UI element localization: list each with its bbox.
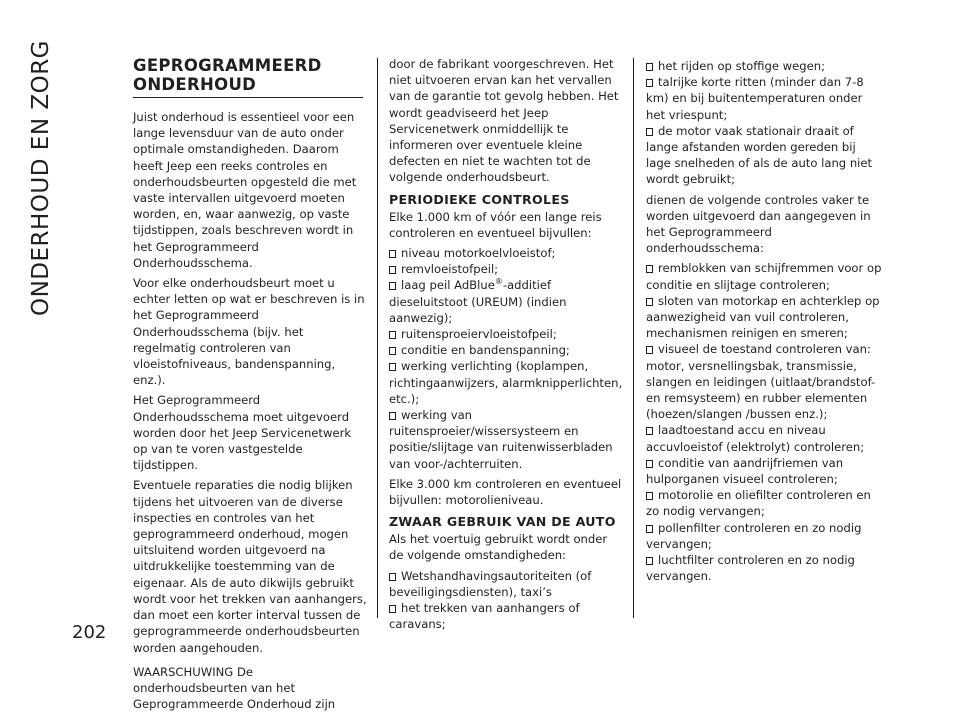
column-3 <box>646 58 882 589</box>
square-bullet-icon <box>389 250 396 258</box>
square-bullet-icon <box>646 298 653 306</box>
subsection-title: PERIODIEKE CONTROLES <box>389 191 570 207</box>
list-item: laadtoestand accu en niveau accuvloeistof (elektrolyt) controleren; <box>646 423 865 454</box>
check-list <box>389 245 625 472</box>
list-item: talrijke korte ritten (minder dan 7-8 km) en bij buitentemperaturen onder het vriespunt; <box>646 75 864 122</box>
column-divider <box>377 58 378 618</box>
square-bullet-icon <box>646 557 653 565</box>
square-bullet-icon <box>646 79 653 87</box>
list-item: pollenfilter controleren en zo nodig vervangen; <box>646 520 862 551</box>
paragraph: Als het voertuig gebruikt wordt onder de volgende omstandigheden: <box>389 532 608 563</box>
paragraph: Elke 3.000 km controleren en eventueel bijvullen: motorolieniveau. <box>389 476 622 508</box>
subsection-title: ZWAAR GEBRUIK VAN DE AUTO <box>389 514 616 530</box>
chapter-side-tab <box>14 40 68 316</box>
paragraph: Elke 1.000 km of vóór een lange reis controleren en eventueel bijvullen: <box>389 209 602 240</box>
list-item: luchtfilter controleren en zo nodig vervangen. <box>646 553 855 584</box>
section-title: GEPROGRAMMEERD ONDERHOUD <box>133 56 363 98</box>
square-bullet-icon <box>389 331 396 339</box>
paragraph: Juist onderhoud is essentieel voor een lange levensduur van de auto onder optimale omstandigheden. Daarom heeft Jeep een reeks controles en onderhoudsbeurten opgesteld die met vaste intervallen uitgevoerd moeten worden, en, waar aanwezig, op vaste tijdstippen, zoals beschreven wordt in het Geprogrammeerd Onderhoudsschema. <box>133 110 357 270</box>
square-bullet-icon <box>646 63 653 71</box>
paragraph: dienen de volgende controles vaker te worden uitgevoerd dan aangegeven in het Geprogrammeerd onderhoudsschema: <box>646 192 871 256</box>
page-number: 202 <box>72 622 107 643</box>
list-item: remvloeistofpeil; <box>389 261 625 277</box>
square-bullet-icon <box>389 347 396 355</box>
square-bullet-icon <box>389 266 396 274</box>
paragraph: Eventuele reparaties die nodig blijken tijdens het uitvoeren van de diverse inspecties en controles van het geprogrammeerd onderhoud, mogen uitsluitend worden uitgevoerd na uitdrukkelijke toestemming van de eigenaar. Als de auto dikwijls gebruikt wordt voor het trekken van aanhangers, dan moet een korter interval tussen de geprogrammeerde onderhoudsbeurten worden aangehouden. <box>133 478 367 655</box>
column-divider <box>633 58 634 618</box>
square-bullet-icon <box>646 427 653 435</box>
list-item: laag peil AdBlue®-additief dieseluitstoot (UREUM) (indien aanwezig); <box>389 277 567 325</box>
paragraph: door de fabrikant voorgeschreven. Het niet uitvoeren ervan kan het vervallen van de garantie tot gevolg hebben. Het wordt geadviseerd het Jeep Servicenetwerk onmiddellijk te informeren over eventuele kleine defecten en niet te wachten tot de volgende onderhoudsbeurt. <box>389 57 619 185</box>
list-item: sloten van motorkap en achterklep op aanwezigheid van vuil controleren, mechanismen reinigen en smeren; <box>646 293 880 341</box>
condition-list <box>389 568 625 633</box>
square-bullet-icon <box>646 346 653 354</box>
list-item: niveau motorkoelvloeistof; <box>389 245 625 261</box>
list-item: conditie van aandrijfriemen van hulporganen visueel controleren; <box>646 455 844 487</box>
column-1 <box>133 56 369 716</box>
list-item: de motor vaak stationair draait of lange afstanden worden gereden bij lage snelheden of als de auto lang niet wordt gebruikt; <box>646 123 873 187</box>
square-bullet-icon <box>389 412 396 420</box>
check-list <box>646 260 882 584</box>
list-item: het rijden op stoffige wegen; <box>646 58 882 74</box>
list-item: werking van ruitensproeier/wissersysteem en positie/slijtage van ruitenwisserbladen van voor-/achterruiten. <box>389 408 613 471</box>
list-item: remblokken van schijfremmen voor op conditie en slijtage controleren; <box>646 261 882 292</box>
column-2 <box>389 56 625 637</box>
square-bullet-icon <box>389 363 396 371</box>
list-item: Wetshandhavingsautoriteiten (of beveiligingsdiensten), taxi’s <box>389 568 592 599</box>
square-bullet-icon <box>646 525 653 533</box>
square-bullet-icon <box>389 573 396 581</box>
square-bullet-icon <box>646 265 653 273</box>
list-item: motorolie en oliefilter controleren en zo nodig vervangen; <box>646 488 871 519</box>
list-item: conditie en bandenspanning; <box>389 342 625 358</box>
chapter-title: ONDERHOUD EN ZORG <box>28 40 54 316</box>
list-item: het trekken van aanhangers of caravans; <box>389 601 580 632</box>
paragraph: Voor elke onderhoudsbeurt moet u echter letten op wat er beschreven is in het Geprogrammeerd Onderhoudsschema (bijv. het regelmatig controleren van vloeistofniveaus, bandenspanning, enz.). <box>133 276 365 388</box>
paragraph: Het Geprogrammeerd Onderhoudsschema moet uitgevoerd worden door het Jeep Servicenetwerk op van te voren vastgestelde tijdstippen. <box>133 393 352 473</box>
square-bullet-icon <box>646 128 653 136</box>
list-item: visueel de toestand controleren van: motor, versnellingsbak, transmissie, slangen en leidingen (uitlaat/brandstof-en remsysteem) en rubber elementen (hoezen/slangen /bussen enz.); <box>646 342 876 422</box>
warning-paragraph: WAARSCHUWING De onderhoudsbeurten van het Geprogrammeerde Onderhoud zijn <box>133 664 336 712</box>
square-bullet-icon <box>389 605 396 613</box>
list-item: werking verlichting (koplampen, richtingaanwijzers, alarmknipperlichten, etc.); <box>389 359 623 406</box>
list-item: ruitensproeiervloeistofpeil; <box>389 326 625 342</box>
square-bullet-icon <box>646 492 653 500</box>
condition-list <box>646 58 882 188</box>
square-bullet-icon <box>389 282 396 290</box>
square-bullet-icon <box>646 460 653 468</box>
